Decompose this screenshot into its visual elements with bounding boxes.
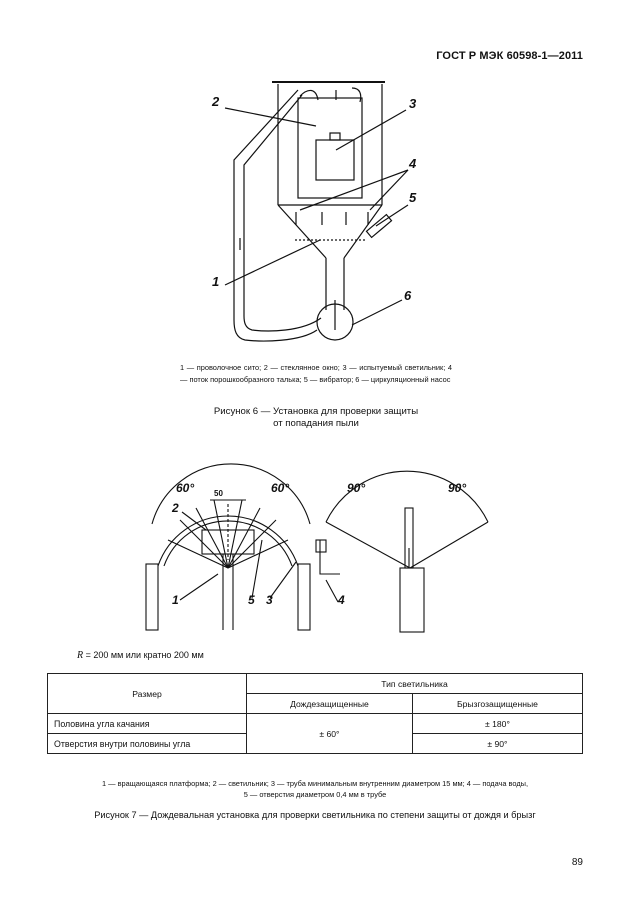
fig7-angle-left1: 60° — [176, 481, 195, 495]
fig6-callout-1: 1 — [212, 274, 220, 289]
row2-label: Отверстия внутри половины угла — [48, 734, 247, 754]
fig7-callout-2: 2 — [172, 501, 179, 515]
figure7-caption: Рисунок 7 — Дождевальная установка для проверки светильника по степени защиты от дождя и брызг — [94, 810, 536, 820]
header-size: Размер — [48, 674, 247, 714]
standard-header: ГОСТ Р МЭК 60598-1—2011 — [436, 50, 583, 62]
rain-merged-value: ± 60° — [247, 714, 413, 754]
row1-label: Половина угла качания — [48, 714, 247, 734]
figure6-legend: 1 — проволочное сито; 2 — стеклянное окно; 3 — испытуемый светильник; 4 — поток порошкообразного талька; 5 — вибратор; 6 — циркуляционный насос — [180, 363, 452, 384]
fig6-callout-6: 6 — [404, 288, 412, 303]
row1-splash: ± 180° — [412, 714, 582, 734]
fig7-angle-right1: 60° — [271, 481, 290, 495]
fig7-callout-4: 4 — [338, 593, 345, 607]
fig6-callout-5: 5 — [409, 190, 417, 205]
figure6-caption — [180, 406, 452, 430]
fig6-callout-4: 4 — [409, 156, 417, 171]
radius-note — [77, 650, 204, 661]
spec-table — [47, 673, 583, 754]
radius-symbol: R — [77, 650, 84, 661]
fig6-callout-3: 3 — [409, 96, 417, 111]
header-type: Тип светильника — [247, 674, 583, 694]
fig7-dim-50: 50 — [214, 489, 223, 498]
figure6-caption-line1: Рисунок 6 — Установка для проверки защиты — [213, 406, 419, 417]
header-splashproof: Брызгозащищенные — [412, 694, 582, 714]
figure7-drawing — [146, 464, 488, 632]
radius-text: = 200 мм или кратно 200 мм — [83, 650, 204, 660]
header-rainproof: Дождезащищенные — [247, 694, 413, 714]
fig7-angle-left2: 90° — [347, 481, 366, 495]
fig7-callout-1: 1 — [172, 593, 179, 607]
row2-splash: ± 90° — [412, 734, 582, 754]
figure7-legend-line1: 1 — вращающаяся платформа; 2 — светильник; 3 — труба минимальным внутренним диаметром 15 мм; 4 — подача воды, — [101, 779, 529, 788]
page-number: 89 — [571, 857, 583, 868]
figure6-caption-line2: от попадания пыли — [273, 418, 359, 429]
figure7-legend-line2: 5 — отверстия диаметром 0,4 мм в трубе — [243, 790, 387, 799]
fig7-callout-5: 5 — [248, 593, 255, 607]
fig7-angle-right2: 90° — [448, 481, 467, 495]
figure7-legend — [47, 778, 583, 800]
fig6-callout-2: 2 — [212, 94, 220, 109]
fig7-callout-3: 3 — [266, 593, 273, 607]
